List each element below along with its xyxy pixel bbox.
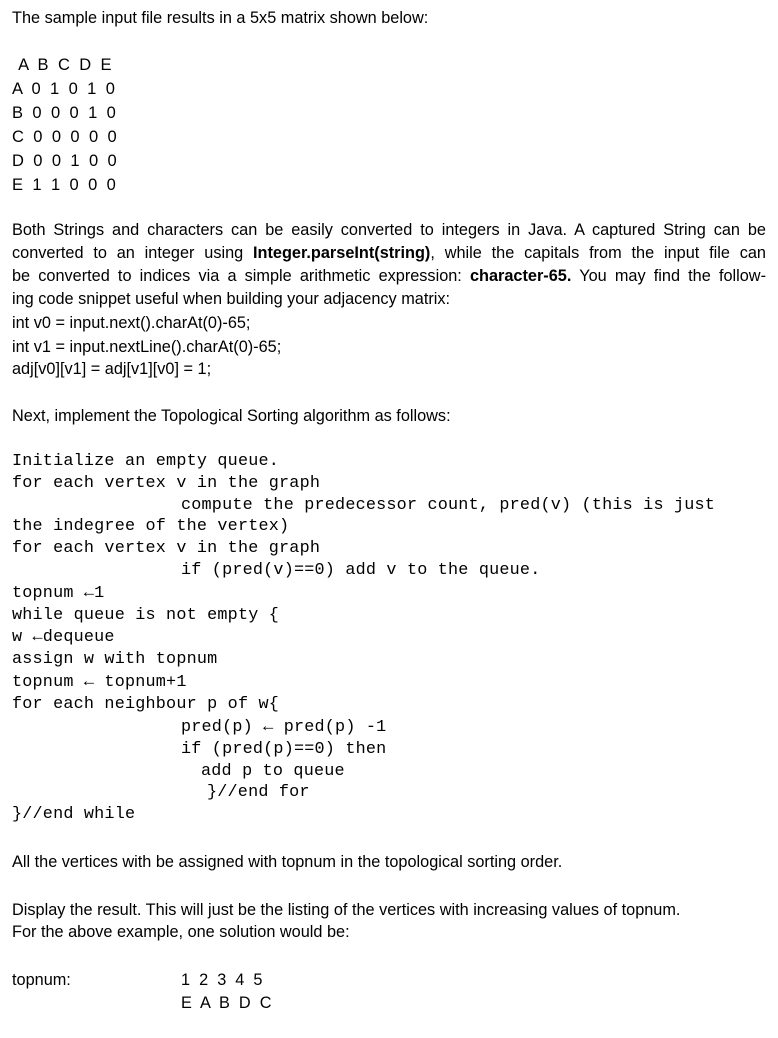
code-line: }//end for [207, 783, 310, 802]
code-line: add p to queue [201, 762, 345, 781]
paragraph-line: be converted to indices via a simple arithmetic expression: character-65. You may find the follow- [12, 267, 766, 285]
matrix-row: A 0 1 0 1 0 [12, 80, 118, 98]
snippet-line: int v1 = input.nextLine().charAt(0)-65; [12, 338, 282, 356]
vertices-assigned-text: All the vertices with be assigned with topnum in the topological sorting order. [12, 853, 563, 871]
display-line: For the above example, one solution would be: [12, 923, 350, 941]
code-line: topnum ←1 [12, 584, 105, 603]
code-line: if (pred(p)==0) then [181, 740, 387, 759]
parseint-keyword: Integer.parseInt(string) [253, 244, 431, 262]
code-line: w ←dequeue [12, 628, 115, 647]
vertex-order: E A B D C [181, 994, 272, 1012]
matrix-row: C 0 0 0 0 0 [12, 128, 120, 146]
intro-text: The sample input file results in a 5x5 matrix shown below: [12, 9, 429, 27]
code-line: Initialize an empty queue. [12, 452, 280, 471]
paragraph-line: Both Strings and characters can be easily converted to integers in Java. A captured String can be [12, 221, 766, 239]
display-line: Display the result. This will just be the listing of the vertices with increasing values of topnum. [12, 901, 681, 919]
code-line: while queue is not empty { [12, 606, 280, 625]
snippet-line: int v0 = input.next().charAt(0)-65; [12, 314, 251, 332]
code-line: pred(p) ← pred(p) -1 [181, 718, 387, 737]
code-line: topnum ← topnum+1 [12, 673, 187, 692]
paragraph-line: converted to an integer using Integer.parseInt(string), while the capitals from the input file can [12, 244, 766, 262]
topnum-values: 1 2 3 4 5 [181, 971, 263, 989]
matrix-row: B 0 0 0 1 0 [12, 104, 119, 122]
code-line: assign w with topnum [12, 650, 218, 669]
code-line: for each vertex v in the graph [12, 474, 321, 493]
code-line: the indegree of the vertex) [12, 517, 290, 536]
code-line: for each vertex v in the graph [12, 539, 321, 558]
matrix-row: E 1 1 0 0 0 [12, 176, 119, 194]
character-65-keyword: character-65. [469, 267, 572, 285]
code-line: compute the predecessor count, pred(v) (this is just [181, 496, 716, 515]
snippet-line: adj[v0][v1] = adj[v1][v0] = 1; [12, 360, 212, 378]
paragraph-line: ing code snippet useful when building your adjacency matrix: [12, 290, 451, 308]
code-line: if (pred(v)==0) add v to the queue. [181, 561, 541, 580]
topnum-label: topnum: [12, 971, 71, 989]
matrix-row: D 0 0 1 0 0 [12, 152, 120, 170]
matrix-header: A B C D E [12, 56, 114, 74]
code-line: }//end while [12, 805, 136, 824]
next-heading: Next, implement the Topological Sorting algorithm as follows: [12, 407, 451, 425]
code-line: for each neighbour p of w{ [12, 695, 280, 714]
